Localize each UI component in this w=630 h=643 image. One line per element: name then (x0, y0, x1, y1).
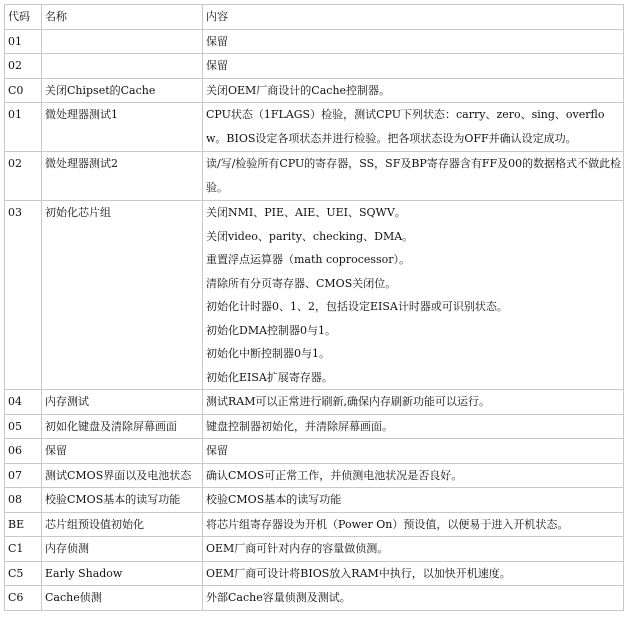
cell-name: 关闭Chipset的Cache (42, 78, 203, 103)
cell-name (42, 29, 203, 54)
table-row (5, 537, 624, 562)
cell-content (203, 488, 624, 513)
cell-name: 芯片组预设值初始化 (42, 512, 203, 537)
cell-name: Cache侦测 (42, 586, 203, 611)
cell-name: 测试CMOS界面以及电池状态 (42, 463, 203, 488)
cell-content (203, 390, 624, 415)
cell-content (203, 463, 624, 488)
content-line: 关闭OEM厂商设计的Cache控制器。 (206, 83, 391, 97)
cell-code: 02 (5, 54, 42, 79)
content-line: 重置浮点运算器（math coprocessor）。 (206, 253, 411, 266)
header-code: 代码 (5, 5, 42, 30)
table-header-row (5, 5, 624, 30)
header-name: 名称 (42, 5, 203, 30)
post-code-table (4, 4, 624, 611)
content-line: 保留 (206, 444, 228, 457)
cell-code: 04 (5, 390, 42, 415)
table-row (5, 54, 624, 79)
cell-code: 01 (5, 29, 42, 54)
table-row (5, 152, 624, 201)
content-line: 初始化计时器0、1、2，包括设定EISA计时器或可识别状态。 (206, 300, 508, 313)
cell-code: 07 (5, 463, 42, 488)
cell-code: 08 (5, 488, 42, 513)
cell-name (42, 54, 203, 79)
cell-content (203, 414, 624, 439)
content-line: OEM厂商可设计将BIOS放入RAM中执行，以加快开机速度。 (206, 566, 511, 580)
cell-name: 初如化键盘及清除屏幕画面 (42, 414, 203, 439)
cell-name: 初始化芯片组 (42, 201, 203, 390)
content-line: 读/写/检验所有CPU的寄存器，SS，SF及BP寄存器含有FF及00的数据格式不做此检验。 (206, 157, 622, 194)
table-row (5, 512, 624, 537)
cell-content (203, 439, 624, 464)
cell-content (203, 512, 624, 537)
content-line: 外部Cache容量侦测及测试。 (206, 591, 351, 604)
content-line: 确认CMOS可正常工作，并侦测电池状况是否良好。 (206, 468, 463, 482)
cell-name: 校验CMOS基本的读写功能 (42, 488, 203, 513)
cell-code: 01 (5, 103, 42, 152)
table-row (5, 586, 624, 611)
content-line: 保留 (206, 59, 228, 72)
cell-code: C6 (5, 586, 42, 611)
table-row (5, 439, 624, 464)
table-body (5, 5, 624, 611)
table-row (5, 488, 624, 513)
content-line: CPU状态（1FLAGS）检验，测试CPU下列状态：carry、zero、sing、overflow。BIOS设定各项状态并进行检验。把各项状态设为OFF并确认设定成功。 (206, 108, 605, 145)
cell-name: 微处理器测试2 (42, 152, 203, 201)
content-line: 测试RAM可以正常进行刷新,确保内存刷新功能可以运行。 (206, 395, 490, 408)
cell-content (203, 201, 624, 390)
cell-content (203, 152, 624, 201)
cell-name: 内存侦测 (42, 537, 203, 562)
table-row (5, 390, 624, 415)
cell-content (203, 537, 624, 562)
cell-name: 微处理器测试1 (42, 103, 203, 152)
table-row (5, 78, 624, 103)
content-line: 将芯片组寄存器设为开机（Power On）预设值，以便易于进入开机状态。 (206, 517, 569, 531)
table-row (5, 103, 624, 152)
table-row (5, 414, 624, 439)
header-content: 内容 (203, 5, 624, 30)
cell-name: Early Shadow (42, 561, 203, 586)
cell-code: 05 (5, 414, 42, 439)
table-row (5, 201, 624, 390)
cell-content (203, 78, 624, 103)
cell-content (203, 103, 624, 152)
table-row (5, 29, 624, 54)
content-line: 关闭video、parity、checking、DMA。 (206, 229, 414, 243)
cell-content (203, 586, 624, 611)
content-line: 初始化中断控制器0与1。 (206, 347, 330, 360)
cell-content (203, 54, 624, 79)
cell-name: 内存测试 (42, 390, 203, 415)
cell-code: 06 (5, 439, 42, 464)
content-line: 键盘控制器初始化，并清除屏幕画面。 (206, 419, 393, 433)
content-line: 校验CMOS基本的读写功能 (206, 493, 342, 506)
table-row (5, 561, 624, 586)
cell-code: C5 (5, 561, 42, 586)
cell-code: 02 (5, 152, 42, 201)
content-line: 初始化DMA控制器0与1。 (206, 323, 337, 337)
content-line: 保留 (206, 34, 228, 48)
table-row (5, 463, 624, 488)
cell-content (203, 29, 624, 54)
content-line: 清除所有分页寄存器、CMOS关闭位。 (206, 276, 397, 290)
cell-code: 03 (5, 201, 42, 390)
cell-code: BE (5, 512, 42, 537)
cell-code: C1 (5, 537, 42, 562)
cell-name: 保留 (42, 439, 203, 464)
content-line: 关闭NMI、PIE、AIE、UEI、SQWV。 (206, 206, 406, 219)
cell-content (203, 561, 624, 586)
content-line: 初始化EISA扩展寄存器。 (206, 370, 333, 384)
cell-code: C0 (5, 78, 42, 103)
content-line: OEM厂商可针对内存的容量做侦测。 (206, 542, 389, 555)
